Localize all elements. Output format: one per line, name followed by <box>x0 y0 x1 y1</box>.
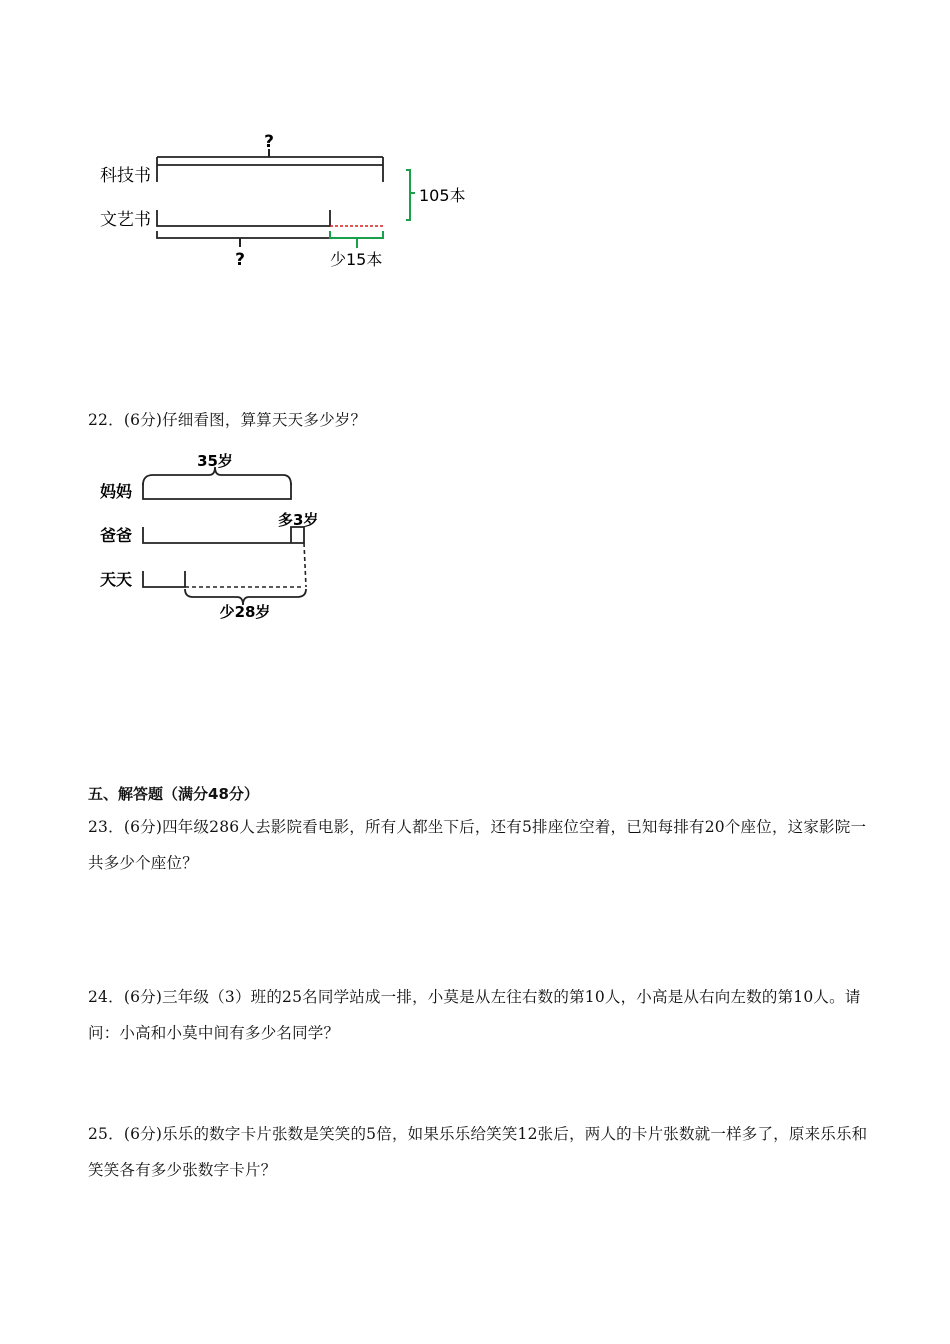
question-23: 23．(6分)四年级286人去影院看电影，所有人都坐下后，还有5排座位空着，已知每排有20个座位，这家影院一共多少个座位？ <box>88 818 867 872</box>
question-25: 25．(6分)乐乐的数字卡片张数是笑笑的5倍，如果乐乐给笑笑12张后，两人的卡片张数就一样多了，原来乐乐和笑笑各有多少张数字卡片？ <box>88 1125 868 1179</box>
label-art-books: 文艺书 <box>100 210 151 230</box>
less-15-label: 少15本 <box>330 250 383 269</box>
question-22: 22．(6分)仔细看图，算算天天多少岁？ <box>88 411 367 429</box>
more-3-label: 多3岁 <box>278 511 319 529</box>
tech-books-question-mark: ? <box>264 132 274 152</box>
section-5-title: 五、解答题（满分48分） <box>88 785 259 803</box>
label-mom: 妈妈 <box>100 482 133 501</box>
books-line-diagram <box>90 125 490 280</box>
label-dad: 爸爸 <box>100 526 133 545</box>
less-28-label: 少28岁 <box>219 603 271 621</box>
art-books-question-mark: ? <box>235 250 245 270</box>
total-books-label: 105本 <box>419 186 466 205</box>
ages-line-diagram <box>95 445 355 625</box>
question-24: 24．(6分)三年级（3）班的25名同学站成一排，小莫是从左往右数的第10人，小高是从右向左数的第10人。请问：小高和小莫中间有多少名同学？ <box>88 988 861 1042</box>
label-tech-books: 科技书 <box>100 166 151 186</box>
label-tiantian: 天天 <box>100 570 133 589</box>
mom-age-label: 35岁 <box>197 452 233 470</box>
